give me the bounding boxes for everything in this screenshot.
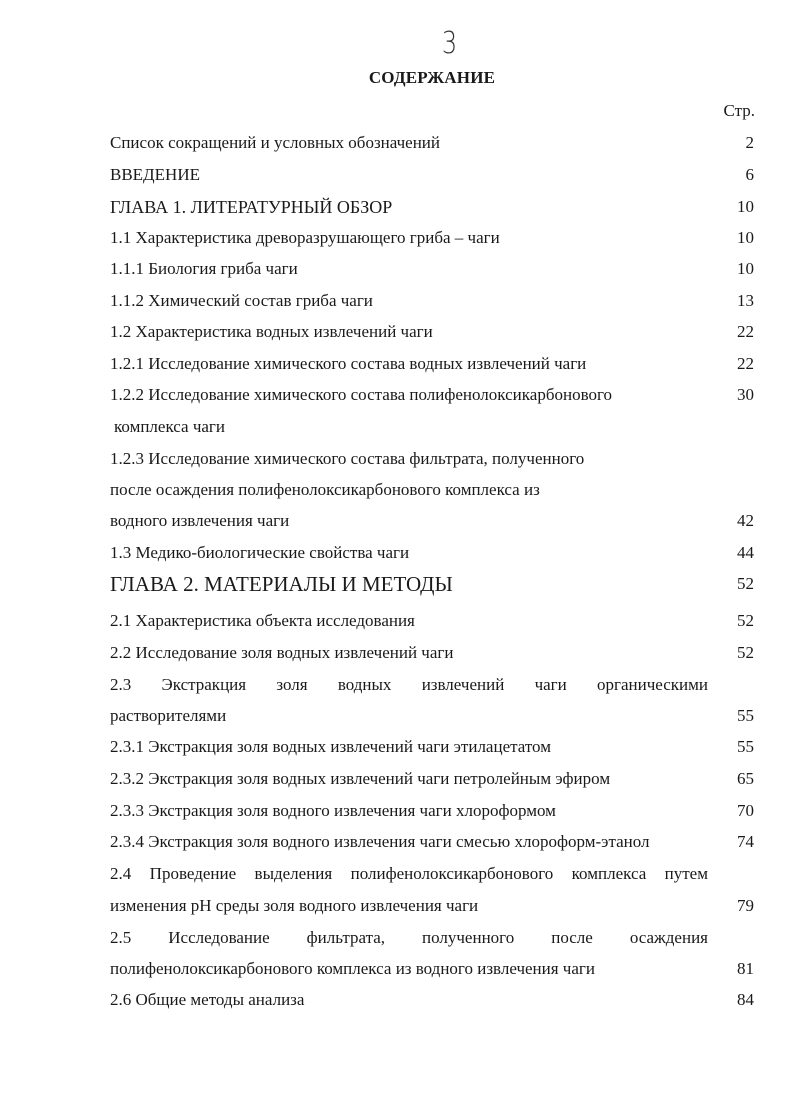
toc-entry-1-2-2: [110, 383, 754, 407]
toc-entry-1-2-2-cont: [114, 415, 758, 439]
toc-entry-page: 55: [737, 706, 754, 725]
handwritten-page-number: 3: [441, 26, 458, 61]
toc-entry-1-1-2: [110, 289, 754, 313]
toc-entry-page: 79: [737, 896, 754, 915]
toc-entry-page: 65: [737, 769, 754, 788]
toc-entry-2-2: [110, 641, 754, 665]
toc-entry-title: 1.1.2 Химический состав гриба чаги: [110, 291, 373, 310]
page-title: СОДЕРЖАНИЕ: [368, 68, 496, 87]
toc-entry-title: 1.2.2 Исследование химического состава полифенолоксикарбонового: [110, 385, 613, 404]
toc-entry-title: 2.3.1 Экстракция золя водных извлечений чаги этилацетатом: [110, 737, 551, 756]
toc-entry-title: после осаждения полифенолоксикарбонового комплекса из: [110, 480, 540, 499]
toc-entry-page: 13: [737, 291, 754, 310]
toc-entry-2-3-4: [110, 830, 754, 854]
toc-entry-page: 6: [745, 165, 754, 184]
toc-entry-page: 52: [737, 611, 754, 630]
toc-entry-title: полифенолоксикарбонового комплекса из водного извлечения чаги: [110, 959, 595, 978]
toc-entry-title: 2.4 Проведение выделения полифенолоксикарбонового комплекса путем: [110, 864, 708, 883]
toc-entry-1-2-1: [110, 352, 754, 376]
toc-entry-1-2-3-cont2: [110, 509, 754, 533]
toc-entry-title: 1.3 Медико-биологические свойства чаги: [110, 543, 410, 562]
toc-entry-page: 81: [737, 959, 754, 978]
toc-entry-page: 74: [737, 832, 754, 851]
toc-entry-title: 1.2.3 Исследование химического состава фильтрата, полученного: [110, 449, 585, 468]
toc-entry-title: комплекса чаги: [114, 417, 226, 436]
toc-entry-page: 84: [737, 990, 754, 1009]
toc-entry-title: 2.6 Общие методы анализа: [110, 990, 305, 1009]
toc-entry-title: ВВЕДЕНИЕ: [110, 165, 200, 184]
toc-entry-title: Список сокращений и условных обозначений: [110, 133, 441, 152]
toc-entry-title: ГЛАВА 1. ЛИТЕРАТУРНЫЙ ОБЗОР: [110, 197, 393, 217]
toc-entry-1-1-1: [110, 257, 754, 281]
toc-entry-title: 2.3.2 Экстракция золя водных извлечений чаги петролейным эфиром: [110, 769, 611, 788]
toc-entry-title: ГЛАВА 2. МАТЕРИАЛЫ И МЕТОДЫ: [110, 572, 453, 596]
toc-entry-2-4: [110, 862, 754, 886]
toc-entry-title: 2.1 Характеристика объекта исследования: [110, 611, 415, 630]
toc-entry-title: 2.5 Исследование фильтрата, полученного после осаждения: [110, 928, 708, 947]
toc-entry-page: 10: [737, 197, 754, 216]
toc-entry-abbreviations: [110, 131, 754, 155]
toc-entry-2-3-cont: [110, 704, 754, 728]
toc-entry-title: 2.3.4 Экстракция золя водного извлечения чаги смесью хлороформ-этанол: [110, 832, 650, 851]
toc-entry-page: 10: [737, 228, 754, 247]
toc-entry-2-3-2: [110, 767, 754, 791]
toc-entry-title: 2.3.3 Экстракция золя водного извлечения чаги хлороформом: [110, 801, 556, 820]
toc-entry-2-3-1: [110, 735, 754, 759]
toc-entry-title: водного извлечения чаги: [110, 511, 290, 530]
toc-entry-2-4-cont: [110, 894, 754, 918]
toc-entry-1-2: [110, 320, 754, 344]
toc-entry-introduction: [110, 163, 754, 187]
toc-entry-page: 22: [737, 354, 754, 373]
toc-entry-chapter-1: [110, 195, 754, 219]
toc-entry-1-1: [110, 226, 754, 250]
toc-entry-2-3-3: [110, 799, 754, 823]
toc-entry-2-5: [110, 926, 754, 950]
toc-entry-2-3: [110, 673, 754, 697]
toc-entry-title: 1.1 Характеристика древоразрушающего гриба – чаги: [110, 228, 500, 247]
toc-entry-page: 30: [737, 385, 754, 404]
toc-entry-title: 1.1.1 Биология гриба чаги: [110, 259, 298, 278]
toc-entry-1-3: [110, 541, 754, 565]
toc-entry-page: 70: [737, 801, 754, 820]
toc-entry-title: 2.3 Экстракция золя водных извлечений чаги органическими: [110, 675, 708, 694]
toc-entry-page: 52: [737, 574, 754, 593]
toc-entry-page: 22: [737, 322, 754, 341]
toc-entry-title: 1.2 Характеристика водных извлечений чаги: [110, 322, 433, 341]
toc-entry-1-2-3-cont: [110, 478, 754, 502]
toc-entry-1-2-3: [110, 447, 754, 471]
toc-entry-title: 1.2.1 Исследование химического состава водных извлечений чаги: [110, 354, 587, 373]
toc-entry-page: 2: [745, 133, 754, 152]
toc-entry-page: 42: [737, 511, 754, 530]
toc-entry-page: 55: [737, 737, 754, 756]
toc-entry-2-1: [110, 609, 754, 633]
toc-entry-2-6: [110, 988, 754, 1012]
toc-entry-2-5-cont: [110, 957, 754, 981]
toc-entry-page: 52: [737, 643, 754, 662]
toc-entry-chapter-2: [110, 572, 754, 596]
toc-entry-title: растворителями: [110, 706, 227, 725]
toc-entry-title: изменения рН среды золя водного извлечения чаги: [110, 896, 479, 915]
toc-entry-page: 10: [737, 259, 754, 278]
toc-entry-page: 44: [737, 543, 754, 562]
toc-entry-title: 2.2 Исследование золя водных извлечений чаги: [110, 643, 454, 662]
page-column-label: Стр.: [723, 101, 755, 120]
